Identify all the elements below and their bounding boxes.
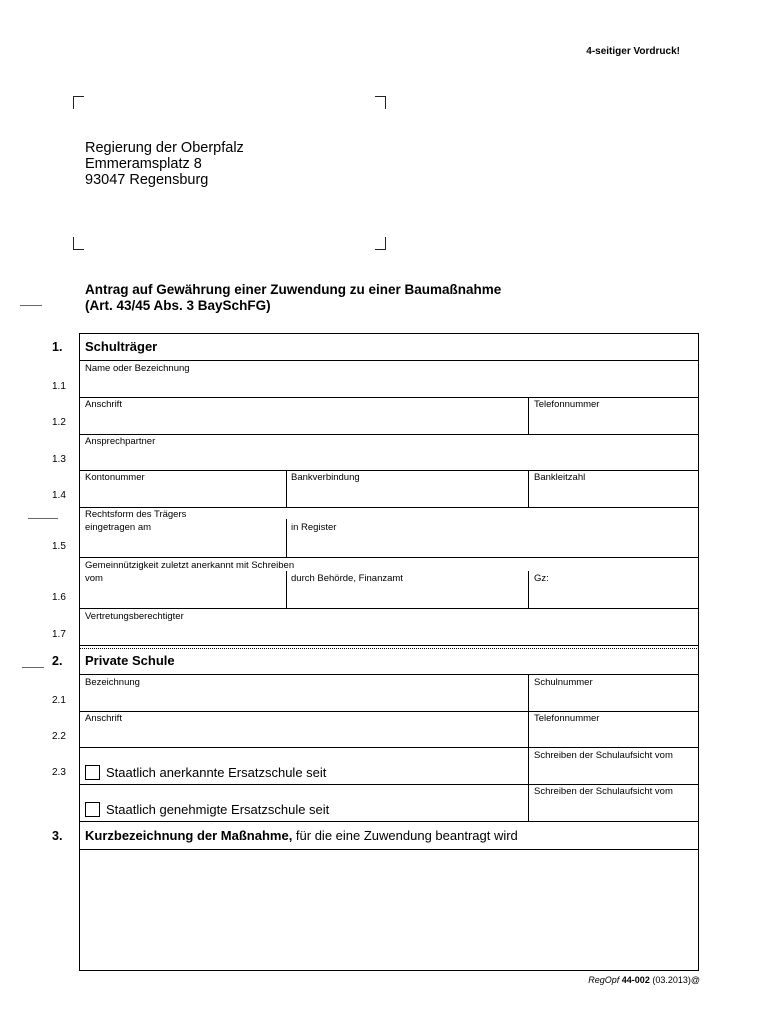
supervision-letter-date-field[interactable] xyxy=(529,799,698,820)
section-title-rest: für die eine Zuwendung beantragt wird xyxy=(292,828,518,843)
row-number: 1.5 xyxy=(52,541,66,552)
row-divider xyxy=(79,821,699,822)
row-divider xyxy=(79,711,699,712)
contact-label: Ansprechpartner xyxy=(85,436,156,447)
form-border-top xyxy=(79,333,699,334)
row-number: 1.6 xyxy=(52,592,66,603)
register-field[interactable] xyxy=(287,535,698,556)
section-title: Schulträger xyxy=(85,339,158,354)
reference-field[interactable] xyxy=(529,586,698,607)
supervision-letter-label: Schreiben der Schulaufsicht vom xyxy=(534,786,673,797)
approved-school-checkbox[interactable] xyxy=(85,802,100,817)
account-field[interactable] xyxy=(80,485,285,506)
address-window-corner xyxy=(73,237,84,250)
name-label: Name oder Bezeichnung xyxy=(85,363,190,374)
school-name-field[interactable] xyxy=(80,690,527,710)
legal-form-label: Rechtsform des Trägers xyxy=(85,509,187,520)
recipient-address xyxy=(85,140,244,188)
row-number: 2.3 xyxy=(52,767,66,778)
school-name-label: Bezeichnung xyxy=(85,677,140,688)
fold-mark xyxy=(28,518,58,519)
row-divider xyxy=(79,608,699,609)
representative-label: Vertretungsberechtigter xyxy=(85,611,184,622)
row-number: 1.1 xyxy=(52,381,66,392)
row-divider xyxy=(79,470,699,471)
row-divider xyxy=(79,747,699,748)
reference-label: Gz: xyxy=(534,573,549,584)
row-divider xyxy=(79,507,699,508)
section-number: 2. xyxy=(52,654,63,668)
form-code-prefix: RegOpf xyxy=(588,975,620,985)
phone-label: Telefonnummer xyxy=(534,399,600,410)
row-divider xyxy=(79,784,699,785)
form-title-line2: (Art. 43/45 Abs. 3 BaySchFG) xyxy=(85,298,271,313)
address-window-corner xyxy=(375,96,386,109)
form-title xyxy=(85,282,501,314)
row-divider xyxy=(79,397,699,398)
form-variant-note: 4-seitiger Vordruck! xyxy=(586,46,680,57)
name-field[interactable] xyxy=(80,376,698,396)
bank-code-label: Bankleitzahl xyxy=(534,472,586,483)
letter-date-label: vom xyxy=(85,573,103,584)
school-phone-label: Telefonnummer xyxy=(534,713,600,724)
address-window-corner xyxy=(73,96,84,109)
phone-field[interactable] xyxy=(529,412,698,433)
school-number-label: Schulnummer xyxy=(534,677,593,688)
school-address-field[interactable] xyxy=(80,726,527,746)
authority-label: durch Behörde, Finanzamt xyxy=(291,573,403,584)
supervision-letter-date-field[interactable] xyxy=(529,763,698,783)
school-number-field[interactable] xyxy=(529,690,698,710)
row-divider xyxy=(79,360,699,361)
row-divider xyxy=(79,674,699,675)
form-code xyxy=(500,975,700,985)
row-number: 1.3 xyxy=(52,454,66,465)
contact-field[interactable] xyxy=(80,449,698,469)
address-label: Anschrift xyxy=(85,399,122,410)
approved-school-label: Staatlich genehmigte Ersatzschule seit xyxy=(106,802,330,817)
row-divider xyxy=(79,434,699,435)
recipient-street: Emmeramsplatz 8 xyxy=(85,156,202,172)
row-divider xyxy=(79,557,699,558)
recipient-name: Regierung der Oberpfalz xyxy=(85,140,244,156)
authority-field[interactable] xyxy=(287,586,527,607)
row-number: 1.7 xyxy=(52,629,66,640)
school-address-label: Anschrift xyxy=(85,713,122,724)
registered-on-label: eingetragen am xyxy=(85,522,152,533)
address-window-corner xyxy=(375,237,386,250)
section-number: 3. xyxy=(52,829,63,843)
form-code-number: 44-002 xyxy=(621,975,650,985)
row-number: 2.1 xyxy=(52,695,66,706)
form-code-suffix: (03.2013)@ xyxy=(649,975,700,985)
section-number: 1. xyxy=(52,340,63,354)
representative-field[interactable] xyxy=(80,624,698,644)
row-number: 1.2 xyxy=(52,417,66,428)
section-separator xyxy=(79,648,699,649)
school-phone-field[interactable] xyxy=(529,726,698,746)
fold-mark xyxy=(20,305,42,306)
recipient-city: 93047 Regensburg xyxy=(85,172,209,188)
bank-code-field[interactable] xyxy=(529,485,698,506)
fold-mark xyxy=(22,667,44,668)
form-border-right xyxy=(698,333,699,971)
nonprofit-label: Gemeinnützigkeit zuletzt anerkannt mit Schreiben xyxy=(85,560,295,571)
section-title xyxy=(85,828,518,843)
section-title-bold: Kurzbezeichnung der Maßnahme, xyxy=(85,828,293,843)
row-divider xyxy=(79,645,699,646)
account-label: Kontonummer xyxy=(85,472,145,483)
supervision-letter-label: Schreiben der Schulaufsicht vom xyxy=(534,750,673,761)
measure-description-field[interactable] xyxy=(80,850,698,969)
form-title-line1: Antrag auf Gewährung einer Zuwendung zu einer Baumaßnahme xyxy=(85,282,502,297)
section-title: Private Schule xyxy=(85,653,175,668)
row-number: 1.4 xyxy=(52,490,66,501)
address-field[interactable] xyxy=(80,412,527,433)
recognized-school-checkbox[interactable] xyxy=(85,765,100,780)
bank-field[interactable] xyxy=(287,485,527,506)
recognized-school-label: Staatlich anerkannte Ersatzschule seit xyxy=(106,765,327,780)
bank-label: Bankverbindung xyxy=(291,472,360,483)
row-number: 2.2 xyxy=(52,731,66,742)
register-label: in Register xyxy=(291,522,337,533)
registered-on-field[interactable] xyxy=(80,535,285,556)
form-border-bottom xyxy=(79,970,699,971)
letter-date-field[interactable] xyxy=(80,586,285,607)
